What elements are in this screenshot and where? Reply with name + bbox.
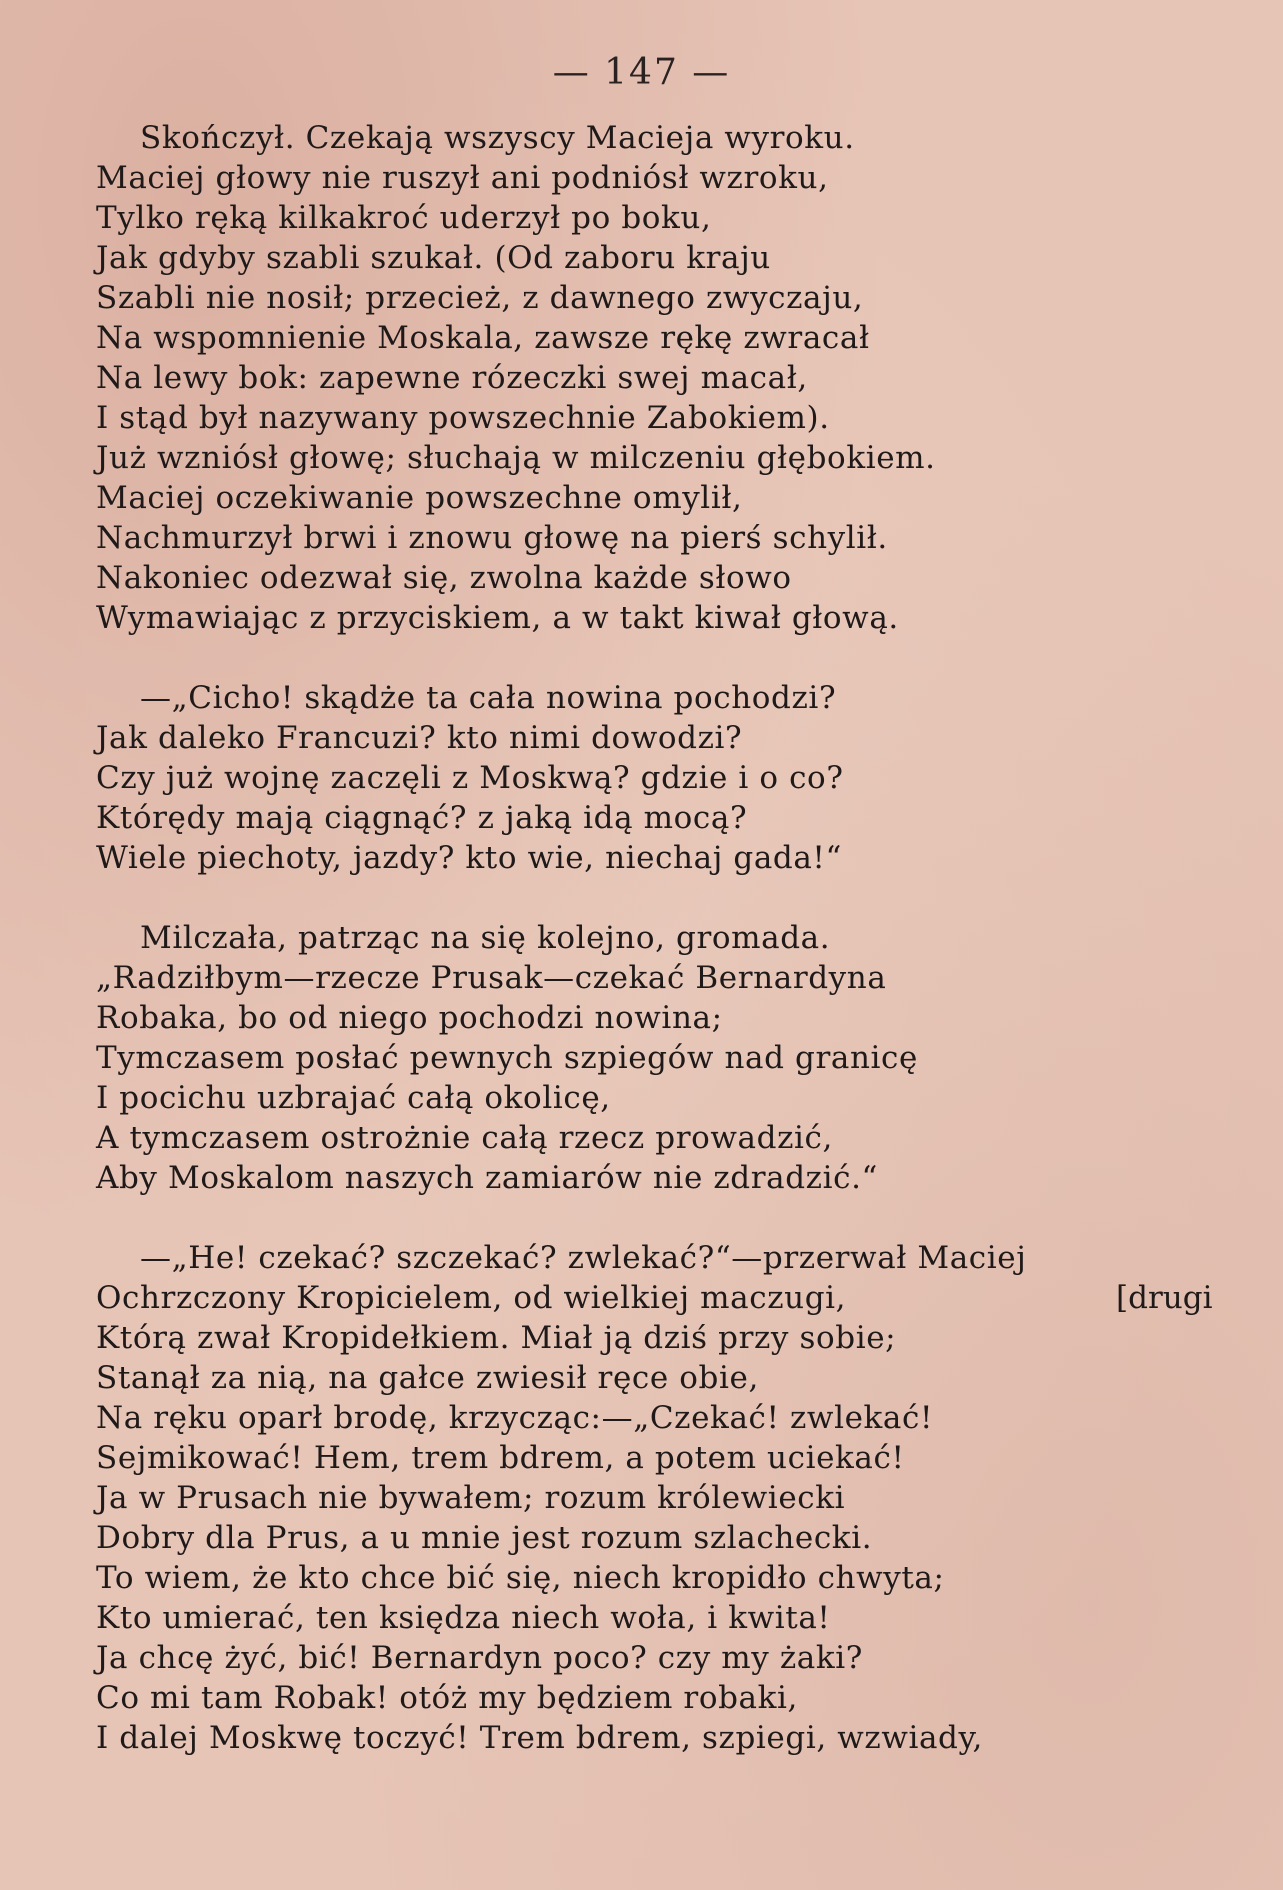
verse-line: „Radziłbym—rzecze Prusak—czekać Bernardyna: [96, 960, 887, 996]
verse-line: Nakoniec odezwał się, zwolna każde słowo: [96, 560, 792, 596]
verse-line: Milczała, patrząc na się kolejno, gromada.: [140, 920, 831, 956]
verse-line: Ja chcę żyć, bić! Bernardyn poco? czy my żaki?: [96, 1640, 863, 1676]
stanza-1: [96, 118, 1196, 638]
verse-line: Ja w Prusach nie bywałem; rozum królewiecki: [96, 1480, 846, 1516]
verse-line: Nachmurzył brwi i znowu głowę na pierś schylił.: [96, 520, 888, 556]
verse-line: Co mi tam Robak! otóż my będziem robaki,: [96, 1680, 798, 1716]
verse-line: I stąd był nazywany powszechnie Zabokiem).: [96, 400, 830, 436]
verse-line: Skończył. Czekają wszyscy Macieja wyroku.: [140, 120, 855, 156]
verse-line: Tylko ręką kilkakroć uderzył po boku,: [96, 200, 712, 236]
verse-line: Szabli nie nosił; przecież, z dawnego zwyczaju,: [96, 280, 864, 316]
stanza-2: [96, 678, 1196, 878]
stanza-4: [96, 1238, 1213, 1758]
verse-line: —„He! czekać? szczekać? zwlekać?“—przerwał Maciej: [140, 1240, 1027, 1276]
verse-line: Kto umierać, ten księdza niech woła, i kwita!: [96, 1600, 831, 1636]
verse-line: Czy już wojnę zaczęli z Moskwą? gdzie i o co?: [96, 760, 844, 796]
verse-line: Sejmikować! Hem, trem bdrem, a potem uciekać!: [96, 1440, 905, 1476]
verse-line: Jak daleko Francuzi? kto nimi dowodzi?: [96, 720, 743, 756]
verse-line: Już wzniósł głowę; słuchają w milczeniu głębokiem.: [96, 440, 936, 476]
verse-line: Ochrzczony Kropicielem, od wielkiej maczugi,: [96, 1280, 847, 1316]
stanza-3: [96, 918, 1196, 1198]
verse-line: I pocichu uzbrajać całą okolicę,: [96, 1080, 611, 1116]
margin-note: [drugi: [1116, 1280, 1213, 1316]
verse-line: To wiem, że kto chce bić się, niech kropidło chwyta;: [96, 1560, 945, 1596]
verse-line: Którą zwał Kropidełkiem. Miał ją dziś przy sobie;: [96, 1320, 897, 1356]
verse-line: Robaka, bo od niego pochodzi nowina;: [96, 1000, 723, 1036]
page-number: — 147 —: [552, 52, 731, 93]
verse-line: Maciej głowy nie ruszył ani podniósł wzroku,: [96, 160, 829, 196]
verse-line: I dalej Moskwę toczyć! Trem bdrem, szpiegi, wzwiady,: [96, 1720, 983, 1756]
verse-line: Tymczasem posłać pewnych szpiegów nad granicę: [96, 1040, 918, 1076]
verse-line: —„Cicho! skądże ta cała nowina pochodzi?: [140, 680, 837, 716]
verse-line-with-note: [96, 1278, 1213, 1318]
verse-line: Na ręku oparł brodę, krzycząc:—„Czekać! zwlekać!: [96, 1400, 934, 1436]
verse-line: Wymawiając z przyciskiem, a w takt kiwał głową.: [96, 600, 899, 636]
poem-text: [96, 118, 1213, 1758]
verse-line: Aby Moskalom naszych zamiarów nie zdradzić.“: [96, 1160, 878, 1196]
verse-line: Maciej oczekiwanie powszechne omylił,: [96, 480, 743, 516]
verse-line: Jak gdyby szabli szukał. (Od zaboru kraju: [96, 240, 771, 276]
verse-line: Wiele piechoty, jazdy? kto wie, niechaj gada!“: [96, 840, 842, 876]
verse-line: Dobry dla Prus, a u mnie jest rozum szlachecki.: [96, 1520, 873, 1556]
verse-line: Na lewy bok: zapewne rózeczki swej macał,: [96, 360, 808, 396]
verse-line: A tymczasem ostrożnie całą rzecz prowadzić,: [96, 1120, 833, 1156]
verse-line: Na wspomnienie Moskala, zawsze rękę zwracał: [96, 320, 870, 356]
verse-line: Którędy mają ciągnąć? z jaką idą mocą?: [96, 800, 748, 836]
verse-line: Stanął za nią, na gałce zwiesił ręce obie,: [96, 1360, 759, 1396]
